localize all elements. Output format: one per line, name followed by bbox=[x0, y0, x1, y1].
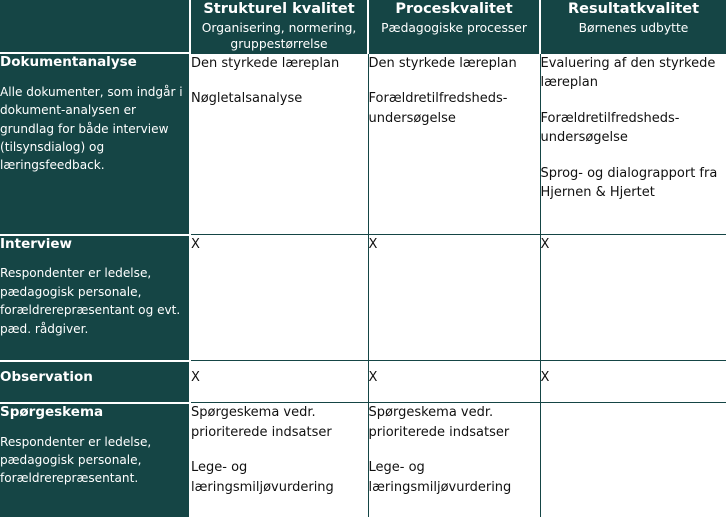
row-label-title: Dokumentanalyse bbox=[0, 54, 137, 71]
column-header-subtitle: Pædagogiske processer bbox=[381, 21, 527, 36]
header-corner-cell bbox=[0, 0, 190, 53]
cell-interview-strukturel bbox=[190, 235, 368, 361]
cell-line: Forældretilfredsheds-undersøgelse bbox=[540, 110, 680, 146]
cell-line: Sprog- og dialograpport fra Hjernen & Hjertet bbox=[540, 165, 718, 201]
cell-dokumentanalyse-resultat bbox=[540, 53, 726, 235]
cell-sporgeskema-strukturel bbox=[190, 403, 368, 517]
row-label-sporgeskema bbox=[0, 403, 190, 517]
row-label-description: Respondenter er ledelse, pædagogisk personale, forældrerepræsentant og evt. pæd. rådgiver. bbox=[0, 266, 181, 336]
column-header-subtitle: Børnenes udbytte bbox=[578, 21, 689, 36]
column-header-proceskvalitet bbox=[368, 0, 540, 53]
column-header-strukturel-kvalitet bbox=[190, 0, 368, 53]
cell-mark: X bbox=[368, 370, 378, 386]
row-label-observation bbox=[0, 361, 190, 403]
cell-mark: X bbox=[191, 370, 200, 386]
row-label-description: Alle dokumenter, som indgår i dokument-analysen er grundlag for både interview (tilsynsdialog) og læringsfeedback. bbox=[0, 84, 183, 173]
cell-sporgeskema-proces bbox=[368, 403, 540, 517]
column-header-subtitle: Organisering, normering, gruppestørrelse bbox=[201, 21, 357, 51]
table-row-observation bbox=[0, 361, 726, 403]
cell-dokumentanalyse-strukturel bbox=[190, 53, 368, 235]
cell-line: Nøgletalsanalyse bbox=[191, 91, 303, 107]
row-label-title: Observation bbox=[0, 368, 93, 385]
cell-observation-resultat bbox=[540, 361, 726, 403]
table-row-sporgeskema bbox=[0, 403, 726, 517]
table-row-interview bbox=[0, 235, 726, 361]
cell-sporgeskema-resultat bbox=[540, 403, 726, 517]
cell-mark: X bbox=[191, 237, 200, 253]
cell-interview-resultat bbox=[540, 235, 726, 361]
cell-line: Den styrkede læreplan bbox=[191, 55, 340, 71]
cell-observation-proces bbox=[368, 361, 540, 403]
cell-line: Spørgeskema vedr. prioriterede indsatser bbox=[368, 405, 510, 440]
cell-line: Lege- og læringsmiljøvurdering bbox=[368, 460, 512, 495]
row-label-interview bbox=[0, 235, 190, 361]
row-label-title: Interview bbox=[0, 235, 72, 252]
cell-line: Den styrkede læreplan bbox=[368, 55, 517, 71]
cell-line: Spørgeskema vedr. prioriterede indsatser bbox=[191, 405, 332, 440]
column-header-title: Strukturel kvalitet bbox=[203, 1, 355, 17]
table-row-dokumentanalyse bbox=[0, 53, 726, 235]
cell-observation-strukturel bbox=[190, 361, 368, 403]
row-label-title: Spørgeskema bbox=[0, 403, 104, 420]
table-header-row bbox=[0, 0, 726, 53]
cell-interview-proces bbox=[368, 235, 540, 361]
cell-line: Forældretilfredsheds-undersøgelse bbox=[368, 91, 508, 126]
column-header-resultatkvalitet bbox=[540, 0, 726, 53]
cell-mark: X bbox=[540, 237, 550, 253]
cell-line: Lege- og læringsmiljøvurdering bbox=[191, 460, 334, 495]
row-label-description: Respondenter er ledelse, pædagogisk personale, forældrerepræsentant. bbox=[0, 434, 152, 486]
cell-mark: X bbox=[368, 237, 378, 253]
cell-dokumentanalyse-proces bbox=[368, 53, 540, 235]
column-header-title: Proceskvalitet bbox=[395, 1, 513, 17]
row-label-dokumentanalyse bbox=[0, 53, 190, 235]
cell-line: Evaluering af den styrkede læreplan bbox=[540, 55, 716, 91]
cell-mark: X bbox=[540, 370, 550, 386]
column-header-title: Resultatkvalitet bbox=[567, 1, 700, 17]
